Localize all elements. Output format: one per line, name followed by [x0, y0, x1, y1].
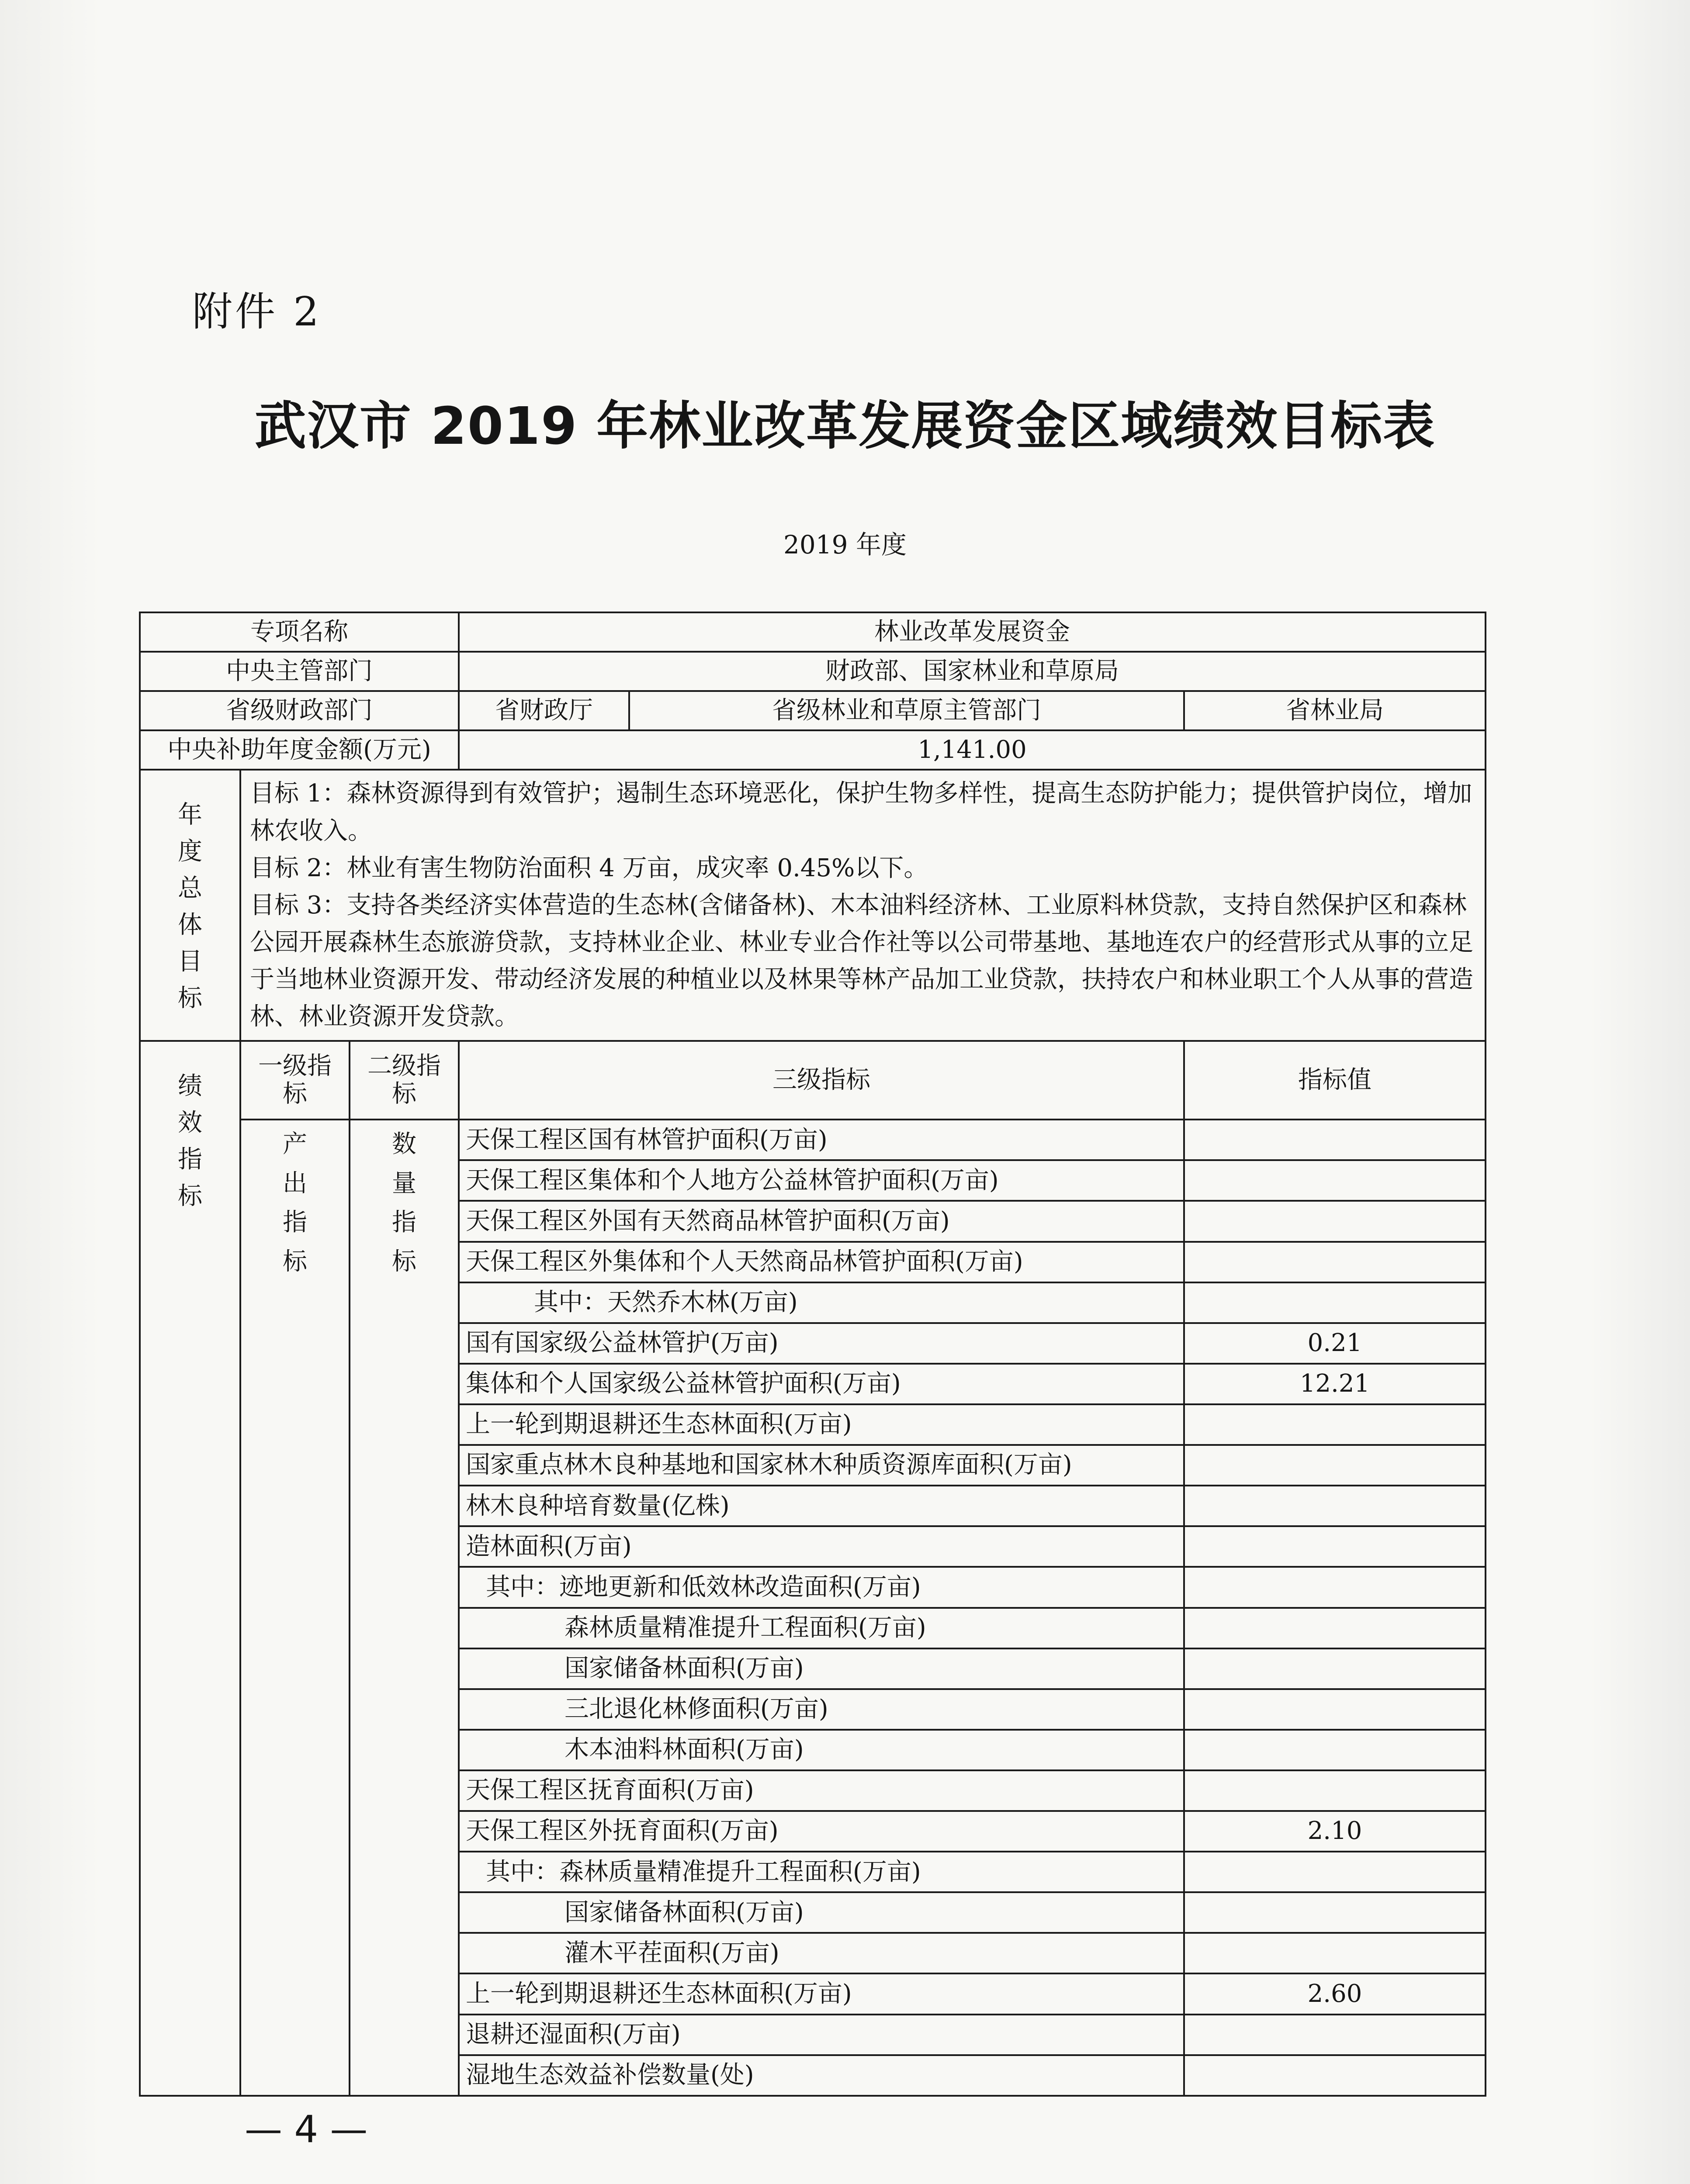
indicator-name: 退耕还湿面积(万亩): [459, 2015, 1184, 2055]
indicator-value: 2.10: [1184, 1811, 1486, 1852]
section-label-char: 指: [178, 1145, 202, 1174]
goals-label-char: 度: [178, 837, 202, 866]
indicator-value: [1184, 1445, 1486, 1486]
project-name-label: 专项名称: [140, 612, 459, 652]
header-level2: 二级指标: [350, 1041, 459, 1120]
goals-label-char: 标: [178, 984, 202, 1013]
central-dept-row: [140, 652, 1486, 691]
performance-target-table: [139, 612, 1486, 2097]
indicator-name: 木本油料林面积(万亩): [459, 1730, 1184, 1770]
indicator-name: 三北退化林修面积(万亩): [459, 1689, 1184, 1730]
goals-label-char: 年: [178, 801, 202, 829]
amount-label: 中央补助年度金额(万元): [140, 730, 459, 770]
level2-cell-char: 量: [392, 1169, 416, 1198]
indicator-name: 天保工程区集体和个人地方公益林管护面积(万亩): [459, 1160, 1184, 1201]
indicator-value: [1184, 1201, 1486, 1241]
indicator-name: 天保工程区国有林管护面积(万亩): [459, 1120, 1184, 1160]
indicator-value: [1184, 1689, 1486, 1730]
indicator-name: 湿地生态效益补偿数量(处): [459, 2055, 1184, 2096]
indicator-name: 国有国家级公益林管护(万亩): [459, 1323, 1184, 1364]
project-name-value: 林业改革发展资金: [459, 612, 1486, 652]
indicator-value: [1184, 1486, 1486, 1526]
indicator-name: 国家储备林面积(万亩): [459, 1892, 1184, 1933]
fiscal-year: 2019 年度: [783, 530, 907, 560]
attachment-label: 附件 2: [192, 288, 322, 335]
level2-cell-char: 标: [392, 1247, 416, 1276]
indicator-value: 12.21: [1184, 1364, 1486, 1404]
indicator-row: [140, 1120, 1486, 1160]
indicator-name: 灌木平茬面积(万亩): [459, 1933, 1184, 1973]
indicator-name: 林木良种培育数量(亿株): [459, 1486, 1184, 1526]
goal-3: 目标 3：支持各类经济实体营造的生态林(含储备林)、木本油料经济林、工业原料林贷款，支持自然保护区和森林公园开展森林生态旅游贷款，支持林业企业、林业专业合作社等以公司带基地、基地连农户的经营形式从事的立足于当地林业资源开发、带动经济发展的种植业以及林果等林产品加工业贷款，扶持农户和林业职工个人从事的营造林、林业资源开发贷款。: [250, 891, 1473, 1031]
header-level1: 一级指标: [240, 1041, 350, 1120]
indicator-name: 森林质量精准提升工程面积(万亩): [459, 1608, 1184, 1648]
level2-cell: [350, 1120, 459, 2096]
amount-row: [140, 730, 1486, 770]
indicator-value: [1184, 1933, 1486, 1973]
indicator-name: 集体和个人国家级公益林管护面积(万亩): [459, 1364, 1184, 1404]
indicator-value: [1184, 1567, 1486, 1607]
goal-2: 目标 2：林业有害生物防治面积 4 万亩，成灾率 0.45%以下。: [250, 854, 928, 882]
indicator-name: 国家重点林木良种基地和国家林木种质资源库面积(万亩): [459, 1445, 1184, 1486]
goals-label-char: 目: [178, 947, 202, 976]
indicator-section-label: [140, 1041, 240, 2096]
indicator-name: 其中：森林质量精准提升工程面积(万亩): [459, 1852, 1184, 1892]
indicator-name: 天保工程区外抚育面积(万亩): [459, 1811, 1184, 1852]
indicator-name: 天保工程区抚育面积(万亩): [459, 1770, 1184, 1811]
header-value: 指标值: [1184, 1041, 1486, 1120]
prov-forestry-value: 省林业局: [1184, 691, 1486, 730]
goal-1: 目标 1：森林资源得到有效管护；遏制生态环境恶化，保护生物多样性，提高生态防护能力；提供管护岗位，增加林农收入。: [250, 779, 1472, 845]
level1-cell-char: 指: [283, 1208, 307, 1237]
section-label-char: 标: [178, 1182, 202, 1210]
section-label-char: 绩: [178, 1071, 202, 1100]
prov-finance-label: 省级财政部门: [140, 691, 459, 730]
indicator-value: [1184, 1120, 1486, 1160]
header-level3: 三级指标: [459, 1041, 1184, 1120]
indicator-value: [1184, 1852, 1486, 1892]
indicator-name: 造林面积(万亩): [459, 1526, 1184, 1567]
central-dept-value: 财政部、国家林业和草原局: [459, 652, 1486, 691]
indicator-name: 天保工程区外集体和个人天然商品林管护面积(万亩): [459, 1242, 1184, 1282]
level1-cell-char: 产: [283, 1130, 307, 1159]
indicator-value: 0.21: [1184, 1323, 1486, 1364]
indicator-name: 上一轮到期退耕还生态林面积(万亩): [459, 1404, 1184, 1445]
indicator-value: [1184, 1730, 1486, 1770]
indicator-name: 天保工程区外国有天然商品林管护面积(万亩): [459, 1201, 1184, 1241]
indicator-value: [1184, 1770, 1486, 1811]
indicator-value: [1184, 1608, 1486, 1648]
prov-forestry-label: 省级林业和草原主管部门: [629, 691, 1184, 730]
provincial-dept-row: [140, 691, 1486, 730]
indicator-value: [1184, 1282, 1486, 1323]
indicator-value: [1184, 1160, 1486, 1201]
indicator-value: 2.60: [1184, 1973, 1486, 2014]
amount-value: 1,141.00: [459, 730, 1486, 770]
indicator-value: [1184, 1526, 1486, 1567]
page-number: — 4 —: [245, 2108, 368, 2151]
level2-cell-char: 数: [392, 1130, 416, 1159]
level1-cell-char: 出: [283, 1169, 307, 1198]
level2-cell-char: 指: [392, 1208, 416, 1237]
goals-label-char: 总: [178, 874, 202, 903]
section-label-char: 效: [178, 1108, 202, 1137]
annual-goals-row: [140, 770, 1486, 1041]
annual-goals-label: [140, 770, 240, 1041]
indicator-value: [1184, 1404, 1486, 1445]
indicator-header-row: [140, 1041, 1486, 1120]
indicator-value: [1184, 1242, 1486, 1282]
project-name-row: [140, 612, 1486, 652]
indicator-value: [1184, 1648, 1486, 1689]
central-dept-label: 中央主管部门: [140, 652, 459, 691]
prov-finance-value: 省财政厅: [459, 691, 629, 730]
goals-label-char: 体: [178, 911, 202, 940]
level1-cell: [240, 1120, 350, 2096]
indicator-name: 其中：天然乔木林(万亩): [459, 1282, 1184, 1323]
annual-goals-text: [240, 770, 1486, 1041]
level1-cell-char: 标: [283, 1247, 307, 1276]
indicator-value: [1184, 1892, 1486, 1933]
indicator-name: 上一轮到期退耕还生态林面积(万亩): [459, 1973, 1184, 2014]
indicator-name: 国家储备林面积(万亩): [459, 1648, 1184, 1689]
indicator-value: [1184, 2055, 1486, 2096]
page-title: 武汉市 2019 年林业改革发展资金区域绩效目标表: [254, 396, 1436, 456]
indicator-name: 其中：迹地更新和低效林改造面积(万亩): [459, 1567, 1184, 1607]
indicator-value: [1184, 2015, 1486, 2055]
